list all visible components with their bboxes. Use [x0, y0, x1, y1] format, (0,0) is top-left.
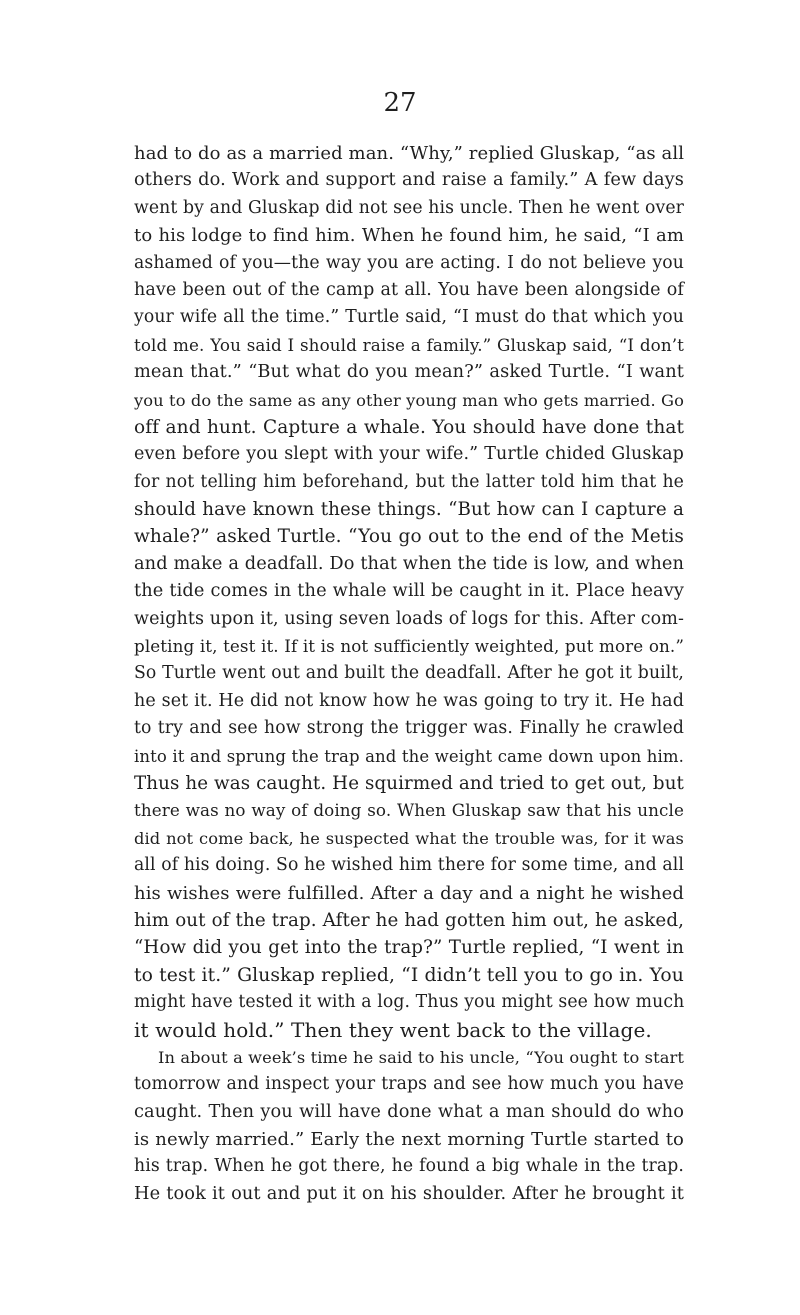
text-line: there was no way of doing so. When Gluskap saw that his uncle [134, 800, 684, 821]
text-line: to his lodge to find him. When he found him, he said, “I am [134, 225, 684, 247]
text-line: tomorrow and inspect your traps and see how much you have [134, 1074, 684, 1095]
text-line: whale?” asked Turtle. “You go out to the end of the Metis [134, 526, 684, 548]
text-line: and make a deadfall. Do that when the tide is low, and when [134, 553, 684, 574]
text-line: have been out of the camp at all. You have been alongside of [134, 279, 684, 300]
text-line: did not come back, he suspected what the trouble was, for it was [134, 828, 684, 848]
text-line: him out of the trap. After he had gotten him out, he asked, [134, 909, 684, 931]
text-line: went by and Gluskap did not see his uncle. Then he went over [134, 197, 684, 218]
text-line: He took it out and put it on his shoulder. After he brought it [134, 1183, 684, 1204]
text-line: pleting it, test it. If it is not sufficiently weighted, put more on.” [134, 636, 684, 657]
text-line: your wife all the time.” Turtle said, “I must do that which you [134, 307, 684, 328]
text-line: caught. Then you will have done what a man should do who [134, 1101, 684, 1122]
text-line: is newly married.” Early the next morning Turtle started to [134, 1129, 684, 1151]
text-line: all of his doing. So he wished him there for some time, and all [134, 855, 684, 876]
text-line: others do. Work and support and raise a family.” A few days [134, 170, 684, 191]
page-number: 27 [383, 88, 417, 118]
text-line: he set it. He did not know how he was going to try it. He had [134, 690, 684, 711]
text-line: had to do as a married man. “Why,” replied Gluskap, “as all [134, 143, 685, 164]
text-line: In about a week’s time he said to his uncle, “You ought to start [158, 1047, 684, 1067]
text-line: weights upon it, using seven loads of logs for this. After com- [134, 608, 684, 629]
text-line: his wishes were fulfilled. After a day and a night he wished [134, 882, 684, 904]
text-line: the tide comes in the whale will be caught in it. Place heavy [134, 581, 684, 602]
text-line: Thus he was caught. He squirmed and tried to get out, but [134, 772, 684, 794]
text-line: his trap. When he got there, he found a big whale in the trap. [134, 1156, 684, 1177]
text-line: even before you slept with your wife.” Turtle chided Gluskap [134, 444, 684, 465]
text-line: you to do the same as any other young man who gets married. Go [134, 390, 684, 410]
text-line: might have tested it with a log. Thus you might see how much [134, 992, 685, 1013]
text-line: “How did you get into the trap?” Turtle replied, “I went in [134, 937, 684, 959]
text-line: should have known these things. “But how can I capture a [134, 499, 684, 521]
body-text [134, 140, 684, 1208]
text-line: ashamed of you—the way you are acting. I do not believe you [134, 252, 684, 273]
text-line: told me. You said I should raise a family.” Gluskap said, “I don’t [134, 334, 684, 355]
text-line: to test it.” Gluskap replied, “I didn’t tell you to go in. You [134, 964, 684, 986]
text-line: to try and see how strong the trigger was. Finally he crawled [134, 718, 684, 739]
paragraph [134, 140, 684, 1044]
text-line: for not telling him beforehand, but the latter told him that he [134, 471, 684, 492]
text-line: off and hunt. Capture a whale. You should have done that [134, 416, 684, 438]
text-line: mean that.” “But what do you mean?” asked Turtle. “I want [134, 362, 684, 383]
text-line: into it and sprung the trap and the weight came down upon him. [134, 746, 684, 766]
paragraph [134, 1044, 684, 1208]
text-line: So Turtle went out and built the deadfall. After he got it built, [134, 663, 684, 684]
text-line: it would hold.” Then they went back to the village. [134, 1017, 652, 1042]
